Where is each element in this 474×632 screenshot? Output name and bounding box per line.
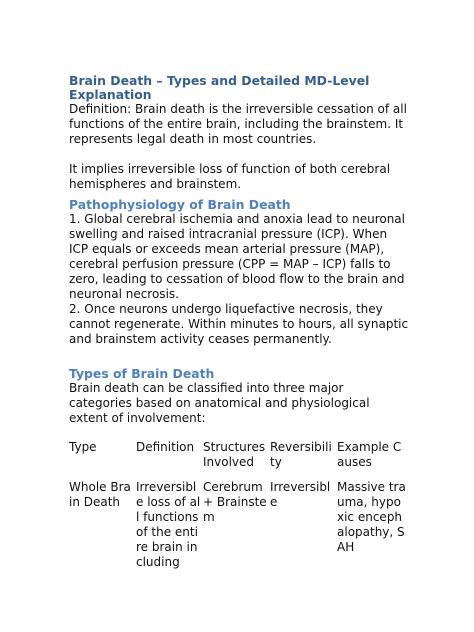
- document-page: [69, 74, 409, 570]
- header-structures: Structures Involved: [203, 440, 266, 469]
- pathophysiology-point-1: 1. Global cerebral ischemia and anoxia lead to neuronal swelling and raised intracranial pressure (ICP). When ICP equals or exceeds mean arterial pressure (MAP), cerebral perfusion pressure (CPP = MAP – ICP) falls to zero, leading to cessation of blood flow to the brain and neuronal necrosis.: [69, 212, 405, 301]
- document-title: [69, 74, 409, 102]
- header-reversibility: Reversibility: [270, 440, 332, 469]
- table-row: [69, 480, 409, 570]
- types-table: [69, 440, 409, 570]
- document-title-line2: Explanation: [69, 87, 152, 102]
- document-title-line1: Brain Death – Types and Detailed MD-Level: [69, 73, 370, 88]
- header-example-causes: Example Causes: [337, 440, 402, 469]
- pathophysiology-heading: Pathophysiology of Brain Death: [69, 197, 291, 212]
- header-type: Type: [69, 440, 97, 454]
- definition-paragraph: Definition: Brain death is the irreversible cessation of all functions of the entire brain, including the brainstem. It represents legal death in most countries.: [69, 102, 407, 146]
- cell-structures: Cerebrum + Brainstem: [203, 480, 267, 524]
- types-heading: Types of Brain Death: [69, 366, 215, 381]
- types-intro: Brain death can be classified into three major categories based on anatomical and physiological extent of involvement:: [69, 381, 370, 425]
- header-definition: Definition: [136, 440, 195, 454]
- cell-type: Whole Brain Death: [69, 480, 131, 509]
- cell-definition: Irreversible loss of all functions of the entire brain including: [136, 480, 201, 569]
- cell-example-causes: Massive trauma, hypoxic encephalopathy, SAH: [337, 480, 406, 554]
- cell-reversibility: Irreversible: [270, 480, 331, 509]
- implication-paragraph: It implies irreversible loss of function of both cerebral hemispheres and brainstem.: [69, 162, 391, 191]
- table-header-row: [69, 440, 409, 480]
- pathophysiology-point-2: 2. Once neurons undergo liquefactive necrosis, they cannot regenerate. Within minutes to hours, all synaptic and brainstem activity ceases permanently.: [69, 302, 409, 346]
